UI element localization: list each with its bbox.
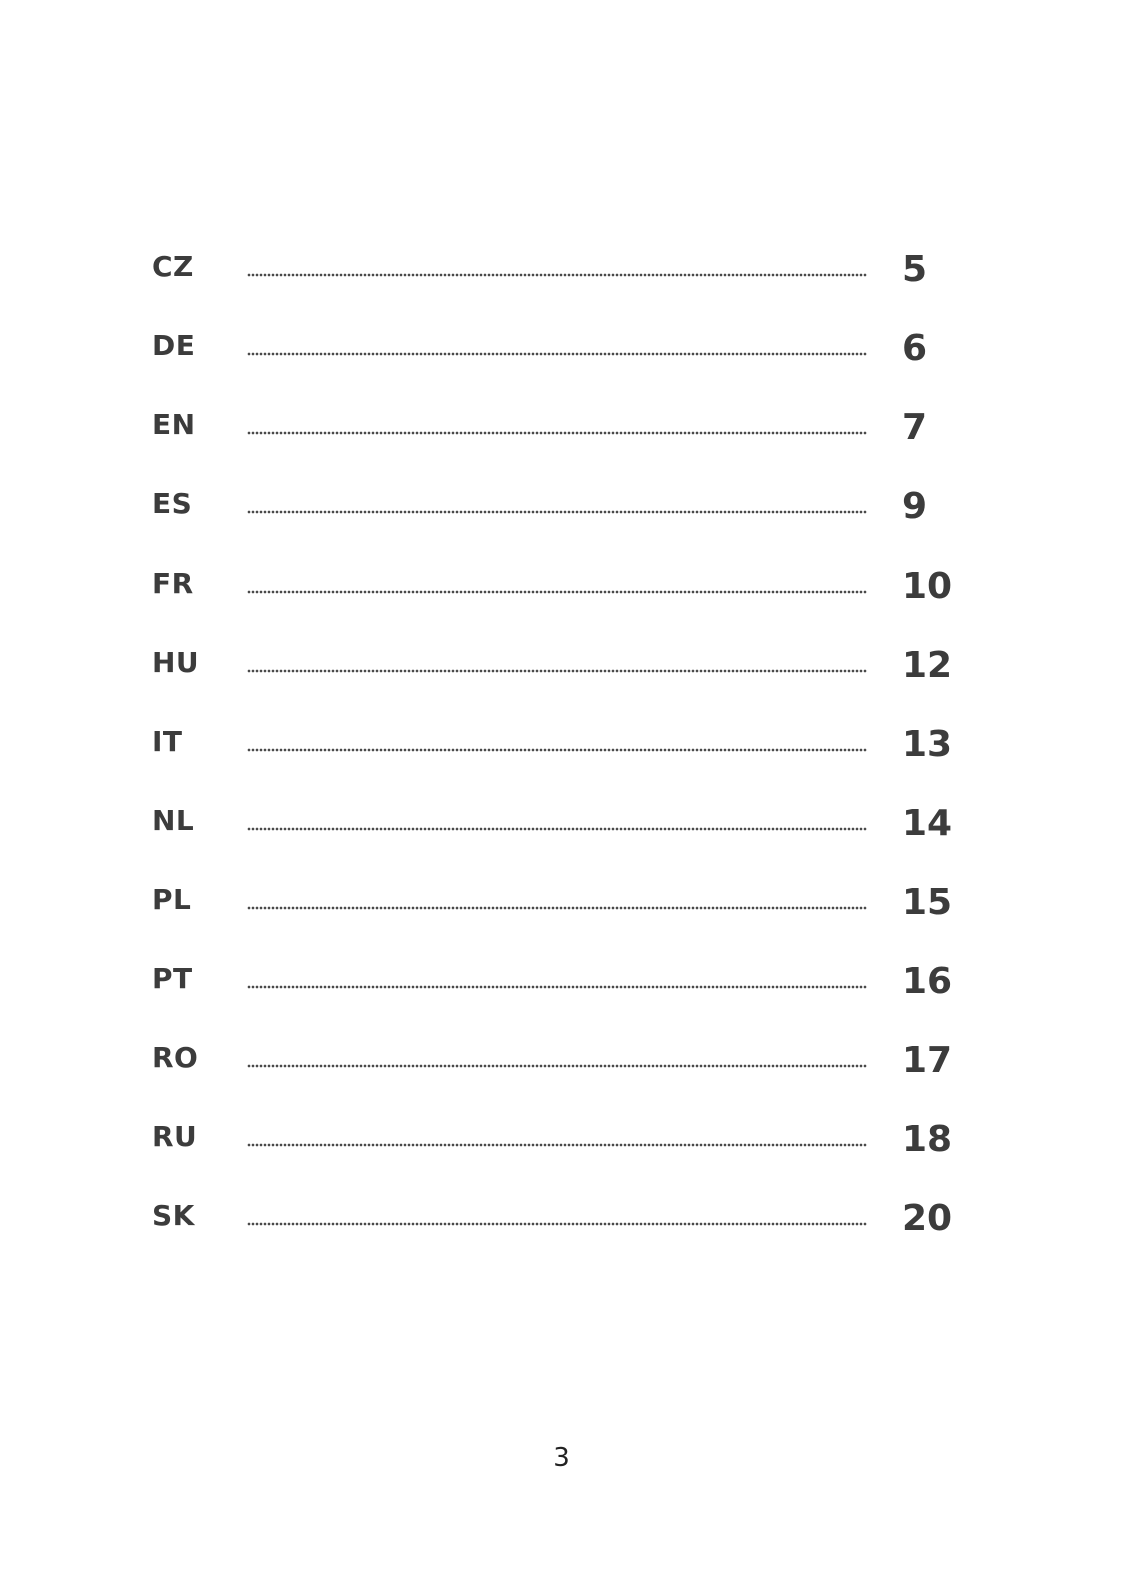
toc-language-code: PT	[152, 962, 193, 995]
toc-language-code: HU	[152, 646, 200, 679]
toc-entry-hu[interactable]	[0, 646, 1123, 706]
toc-entry-pt[interactable]	[0, 962, 1123, 1022]
page-number: 3	[553, 1443, 570, 1473]
toc-language-code: DE	[152, 329, 196, 362]
toc-page-number: 15	[902, 882, 953, 923]
toc-entry-es[interactable]	[0, 487, 1123, 547]
dot-leader	[247, 669, 867, 673]
toc-language-code: ES	[152, 487, 193, 520]
toc-entry-nl[interactable]	[0, 804, 1123, 864]
toc-entry-ro[interactable]	[0, 1041, 1123, 1101]
dot-leader	[247, 590, 867, 594]
toc-language-code: NL	[152, 804, 195, 837]
toc-page-number: 6	[902, 328, 928, 369]
toc-page-number: 5	[902, 249, 928, 290]
toc-page-number: 16	[902, 961, 953, 1002]
toc-entry-it[interactable]	[0, 725, 1123, 785]
toc-entry-pl[interactable]	[0, 883, 1123, 943]
toc-page-number: 12	[902, 645, 953, 686]
toc-page-number: 13	[902, 724, 953, 765]
dot-leader	[247, 273, 867, 277]
toc-language-code: SK	[152, 1199, 195, 1232]
toc-page-number: 18	[902, 1119, 953, 1160]
dot-leader	[247, 748, 867, 752]
toc-page-number: 7	[902, 407, 928, 448]
dot-leader	[247, 827, 867, 831]
toc-page-number: 17	[902, 1040, 953, 1081]
toc-entry-fr[interactable]	[0, 567, 1123, 627]
dot-leader	[247, 906, 867, 910]
toc-language-code: RO	[152, 1041, 199, 1074]
toc-page-number: 20	[902, 1198, 953, 1239]
dot-leader	[247, 352, 867, 356]
toc-language-code: PL	[152, 883, 192, 916]
toc-entry-sk[interactable]	[0, 1199, 1123, 1259]
toc-language-code: CZ	[152, 250, 194, 283]
toc-page-number: 14	[902, 803, 953, 844]
toc-entry-de[interactable]	[0, 329, 1123, 389]
dot-leader	[247, 1143, 867, 1147]
toc-language-code: EN	[152, 408, 196, 441]
dot-leader	[247, 1222, 867, 1226]
toc-language-code: FR	[152, 567, 194, 600]
dot-leader	[247, 431, 867, 435]
toc-entry-en[interactable]	[0, 408, 1123, 468]
dot-leader	[247, 985, 867, 989]
toc-language-code: RU	[152, 1120, 198, 1153]
toc-page-number: 10	[902, 566, 953, 607]
dot-leader	[247, 1064, 867, 1068]
toc-page-number: 9	[902, 486, 928, 527]
toc-language-code: IT	[152, 725, 183, 758]
toc-entry-ru[interactable]	[0, 1120, 1123, 1180]
dot-leader	[247, 510, 867, 514]
toc-entry-cz[interactable]	[0, 250, 1123, 310]
